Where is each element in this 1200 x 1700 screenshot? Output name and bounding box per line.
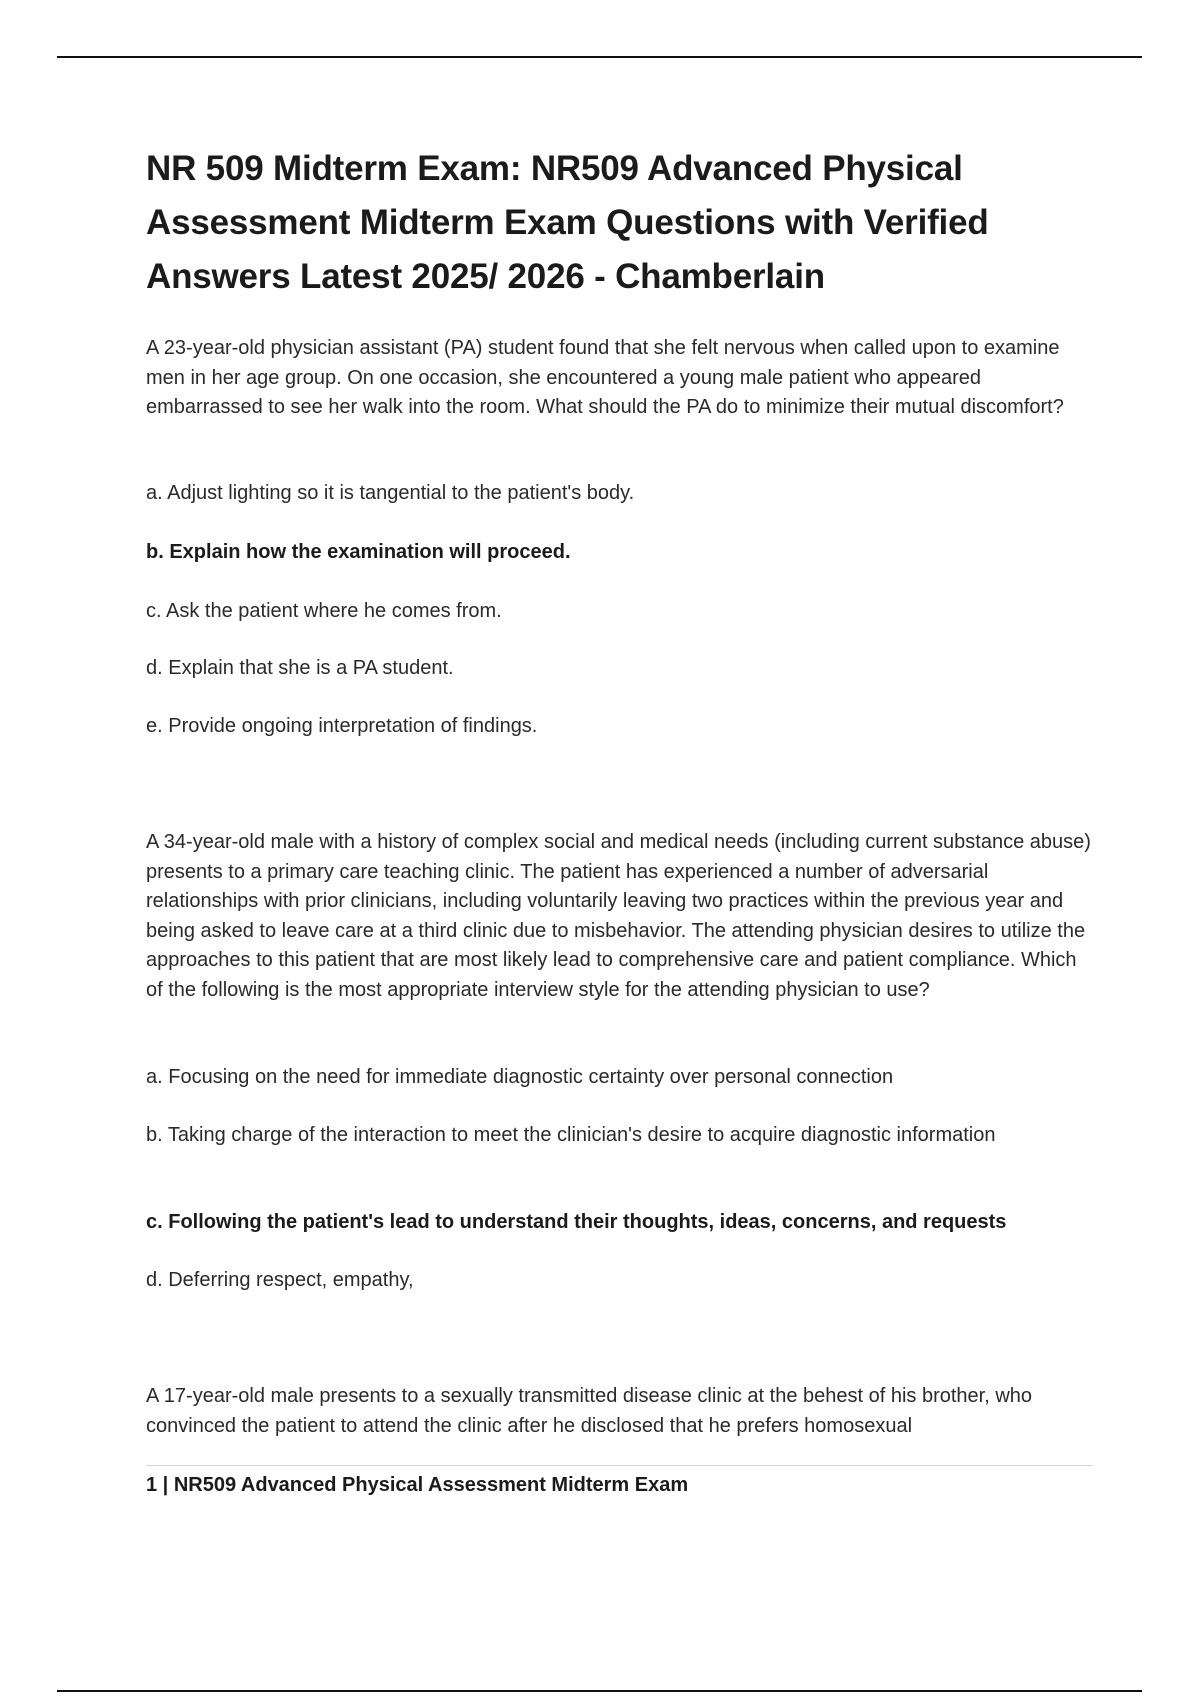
footer-divider [146,1465,1093,1466]
question-2-option-c-correct: c. Following the patient's lead to understand their thoughts, ideas, concerns, and requests [146,1211,1007,1233]
question-2-option-b: b. Taking charge of the interaction to meet the clinician's desire to acquire diagnostic information [146,1124,996,1146]
document-title: NR 509 Midterm Exam: NR509 Advanced Physical Assessment Midterm Exam Questions with Verified Answers Latest 2025/ 2026 - Chamberlain [146,149,989,296]
question-1-stem: A 23-year-old physician assistant (PA) student found that she felt nervous when called upon to examine men in her age group. On one occasion, she encountered a young male patient who appeared embarrassed to see her walk into the room. What should the PA do to minimize their mutual discomfort? [146,337,1064,418]
question-2-stem: A 34-year-old male with a history of complex social and medical needs (including current substance abuse) presents to a primary care teaching clinic. The patient has experienced a number of adversarial relationships with prior clinicians, including voluntarily leaving two practices within the previous year and being asked to leave care at a third clinic due to misbehavior. The attending physician desires to utilize the approaches to this patient that are most likely lead to comprehensive care and patient compliance. Which of the following is the most appropriate interview style for the attending physician to use? [146,831,1091,1001]
question-1-option-b-correct: b. Explain how the examination will proceed. [146,541,571,563]
question-2-option-a: a. Focusing on the need for immediate diagnostic certainty over personal connection [146,1066,894,1088]
question-1-option-d: d. Explain that she is a PA student. [146,657,454,679]
question-1-option-c: c. Ask the patient where he comes from. [146,600,502,622]
question-1-option-e: e. Provide ongoing interpretation of findings. [146,715,538,737]
question-2-option-d: d. Deferring respect, empathy, [146,1269,414,1291]
question-3-stem: A 17-year-old male presents to a sexually transmitted disease clinic at the behest of his brother, who convinced the patient to attend the clinic after he disclosed that he prefers homosexual [146,1385,1033,1437]
page-bottom-rule [57,1690,1142,1692]
page-footer: 1 | NR509 Advanced Physical Assessment Midterm Exam [146,1474,689,1496]
page-top-rule [57,56,1142,58]
question-1-option-a: a. Adjust lighting so it is tangential to the patient's body. [146,482,635,504]
